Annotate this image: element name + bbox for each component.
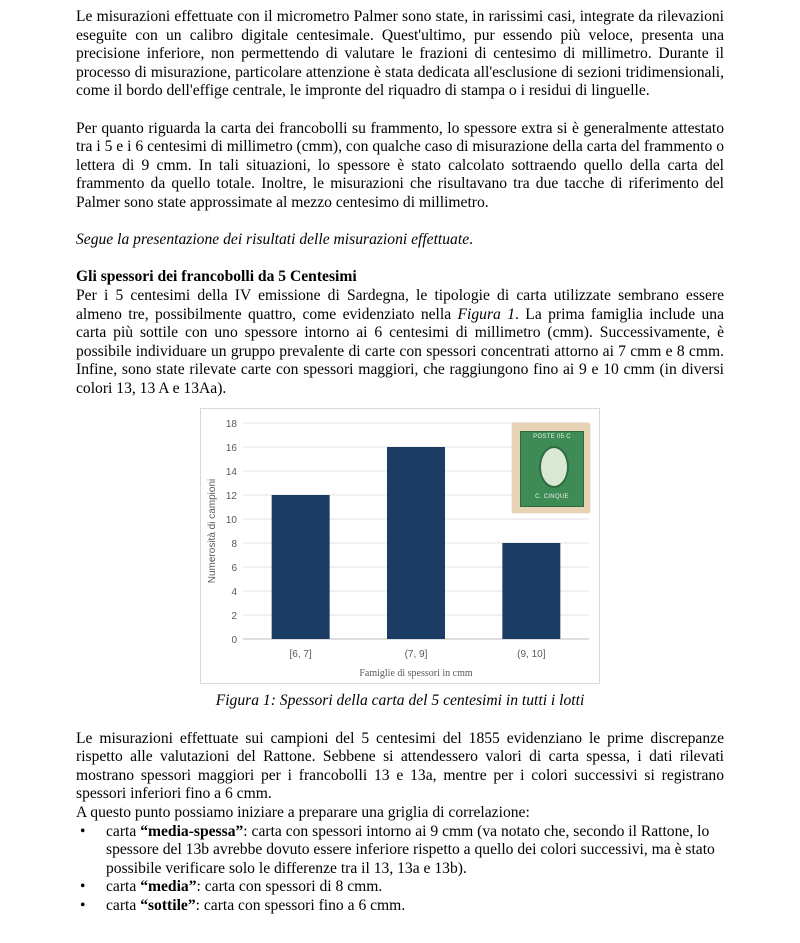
list-item-prefix: carta: [106, 878, 141, 896]
figure-reference: Figura 1: [457, 305, 516, 323]
stamp-top-text: POSTE 05 C: [533, 434, 571, 441]
stamp-frame: [520, 431, 584, 507]
list-item: [76, 897, 724, 916]
x-axis-label: Famiglie di spessori in cmm: [359, 668, 473, 680]
bar: [272, 495, 330, 639]
y-tick-label: 12: [225, 491, 237, 503]
x-tick-label: [6, 7]: [289, 649, 312, 661]
bar: [387, 447, 445, 639]
stamp-image: [512, 423, 590, 513]
bullet-icon: •: [80, 822, 86, 840]
y-tick-label: 0: [231, 635, 237, 647]
bullet-icon: •: [80, 897, 86, 914]
figure-caption: Figura 1: Spessori della carta del 5 centesimi in tutti i lotti: [215, 692, 585, 710]
y-tick-label: 2: [231, 611, 237, 623]
bar: [502, 543, 560, 639]
list-item-prefix: carta: [106, 822, 141, 840]
list-item: [76, 878, 724, 897]
list-item-text: : carta con spessori fino a 6 cmm.: [195, 897, 406, 914]
stamp-effigy: [539, 446, 569, 488]
x-tick-label: (9, 10]: [517, 649, 546, 661]
paragraph-intro-results: [76, 231, 724, 250]
y-tick-label: 6: [231, 563, 237, 575]
stamp-bottom-text: C. CINQUE: [535, 494, 569, 501]
paragraph-correlation: A questo punto possiamo iniziare a preparare una griglia di correlazione:: [76, 804, 530, 822]
list-item-text: : carta con spessori di 8 cmm.: [196, 878, 383, 896]
y-tick-label: 16: [225, 443, 237, 455]
paragraph-5-centesimi: [76, 287, 724, 399]
y-tick-label: 8: [231, 539, 237, 551]
list-item-prefix: carta: [106, 897, 141, 914]
list-item-term: “sottile”: [140, 897, 196, 914]
paragraph-palmer: Le misurazioni effettuate con il micrometro Palmer sono state, in rarissimi casi, integrate da rilevazioni eseguite con un calibro digitale centesimale. Quest'ultimo, pur essendo più veloce, presenta una precisione inferiore, non permettendo di valutare le frazioni di centesimo di millimetro. Durante il processo di misurazione, particolare attenzione è stata dedicata all'esclusione di sezioni tridimensionali, come il bordo dell'effige centrale, le impronte del riquadro di stampa o i residui di linguelle.: [76, 8, 724, 100]
section-heading: Gli spessori dei francobolli da 5 Centesimi: [76, 268, 357, 286]
intro-results-text: Segue la presentazione dei risultati delle misurazioni effettuate: [76, 231, 470, 249]
bullet-icon: •: [80, 878, 86, 896]
list-item-term: “media-spessa”: [140, 822, 244, 840]
y-tick-label: 10: [225, 515, 237, 527]
x-tick-label: (7, 9]: [404, 649, 428, 661]
figure-1: [200, 408, 600, 684]
list-item-term: “media”: [140, 878, 197, 896]
y-tick-label: 18: [225, 419, 237, 431]
para4-part-b: . La prima famiglia include una carta più sottile con uno spessore intorno ai 6 centesimi di millimetro (cmm). Successivamente, è possibile individuare un gruppo prevalente di carte con spessori concentrati attorno ai 7 cmm e 8 cmm. Infine, sono state rilevate carte con spessori maggiori, che raggiungono fino ai 9 e 10 cmm (in diversi colori 13, 13 A e 13Aa).: [76, 305, 725, 397]
document-page: [76, 8, 724, 916]
correlation-list: [76, 823, 724, 916]
paragraph-fragment: Per quanto riguarda la carta dei francobolli su frammento, lo spessore extra si è generalmente attestato tra i 5 e i 6 centesimi di millimetro (cmm), con qualche caso di misurazione della carta del frammento o lettera di 9 cmm. In tali situazioni, lo spessore è stato calcolato sottraendo quello della carta del frammento da quello totale. Inoltre, le misurazioni che risultavano tra due tacche di riferimento del Palmer sono state approssimate al mezzo centesimo di millimetro.: [76, 119, 724, 211]
intro-results-period: .: [469, 231, 474, 249]
y-tick-label: 4: [231, 587, 237, 599]
y-axis-label: Numerosità di campioni: [207, 479, 218, 584]
list-item: [76, 823, 724, 879]
list-item-text: : carta con spessori intorno ai 9 cmm (va notato che, secondo il Rattone, lo spessore del 13b avrebbe dovuto essere inferiore rispetto a quello dei colori successivi, ma è stato possibile verificare solo le differenze tra il 13, 13a e 13b).: [106, 822, 715, 877]
paragraph-discrepancies: Le misurazioni effettuate sui campioni del 5 centesimi del 1855 evidenziano le prime discrepanze rispetto alle valutazioni del Rattone. Sebbene si attendessero valori di carta spessa, i dati rilevati mostrano spessori maggiori per i francobolli 13 e 13a, mentre per i colori successivi si registrano spessori inferiori fino a 6 cmm.: [76, 729, 724, 803]
para4-part-a: Per i 5 centesimi della IV emissione di Sardegna, le tipologie di carta utilizzate sembrano essere almeno tre, possibilmente quattro, come evidenziato nella: [76, 286, 724, 323]
y-tick-label: 14: [225, 467, 237, 479]
